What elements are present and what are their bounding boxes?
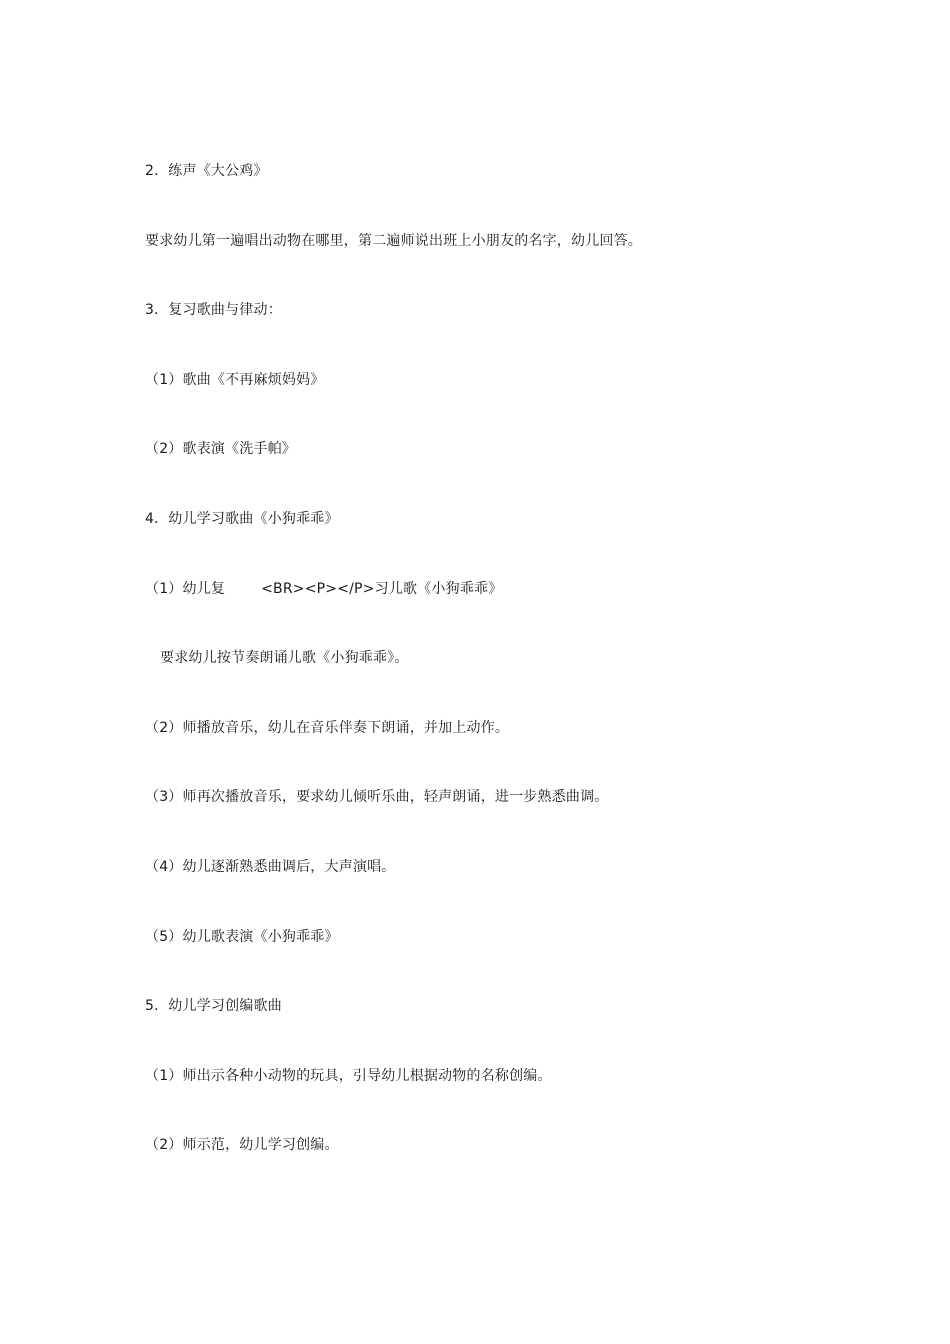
section-heading-5: 5．幼儿学习创编歌曲 (145, 998, 282, 1014)
list-item-part-1: （1）幼儿复 (145, 581, 226, 597)
list-item-part-2: <BR><P></P>习儿歌《小狗乖乖》 (261, 581, 503, 597)
list-item (145, 579, 502, 599)
list-item: （2）师播放音乐，幼儿在音乐伴奏下朗诵，并加上动作。 (145, 720, 510, 736)
list-item: （3）师再次播放音乐，要求幼儿倾听乐曲，轻声朗诵，进一步熟悉曲调。 (145, 789, 609, 805)
list-item: （1）师出示各种小动物的玩具，引导幼儿根据动物的名称创编。 (145, 1068, 552, 1084)
paragraph: 要求幼儿第一遍唱出动物在哪里，第二遍师说出班上小朋友的名字，幼儿回答。 (145, 233, 642, 249)
list-item: （4）幼儿逐渐熟悉曲调后，大声演唱。 (145, 859, 396, 875)
list-item: （1）歌曲《不再麻烦妈妈》 (145, 372, 325, 388)
section-heading-4: 4．幼儿学习歌曲《小狗乖乖》 (145, 511, 339, 527)
paragraph: 要求幼儿按节奏朗诵儿歌《小狗乖乖》。 (160, 650, 409, 666)
list-item: （5）幼儿歌表演《小狗乖乖》 (145, 929, 339, 945)
section-heading-3: 3．复习歌曲与律动： (145, 302, 282, 318)
section-heading-2: 2．练声《大公鸡》 (145, 163, 268, 179)
list-item: （2）师示范，幼儿学习创编。 (145, 1137, 339, 1153)
list-item: （2）歌表演《洗手帕》 (145, 441, 297, 457)
